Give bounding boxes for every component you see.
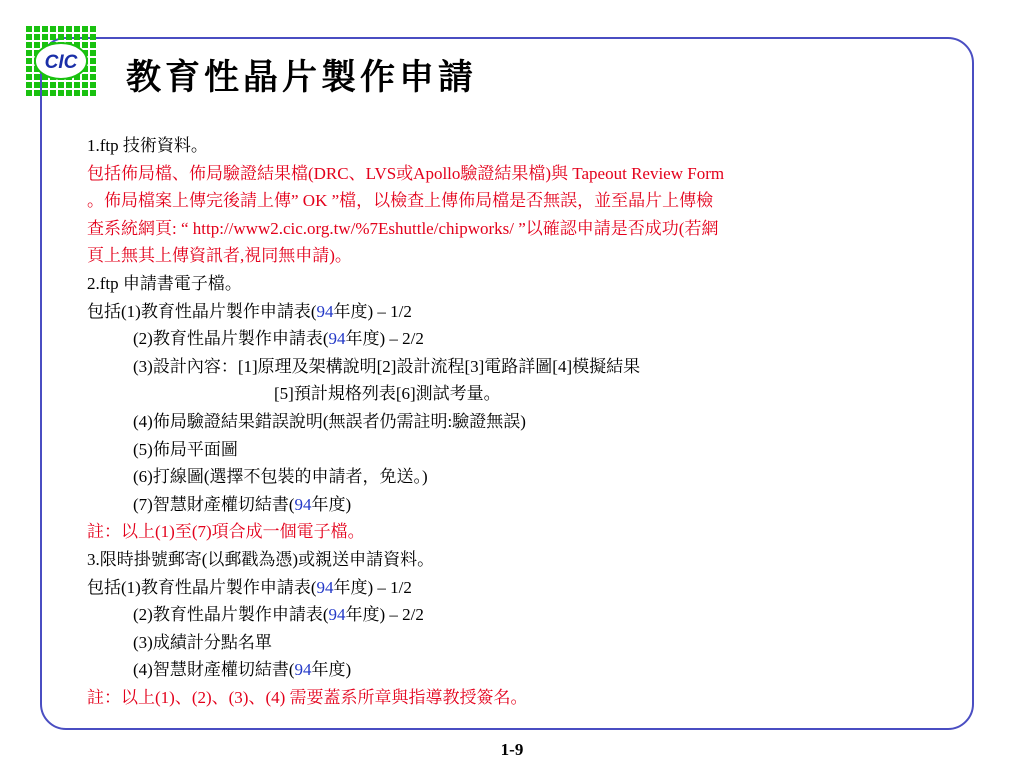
list-item: (5)佈局平面圖 xyxy=(133,439,238,459)
year-value: 94 xyxy=(294,660,312,680)
logo-grid-square xyxy=(58,90,64,96)
year-value: 94 xyxy=(328,605,346,625)
logo-grid-square xyxy=(42,34,48,40)
logo-grid-square xyxy=(90,26,96,32)
document-body xyxy=(87,132,947,711)
logo-grid-square xyxy=(42,26,48,32)
logo-grid-square xyxy=(34,34,40,40)
logo-grid-square xyxy=(90,42,96,48)
logo-grid-square xyxy=(26,26,32,32)
logo-grid-square xyxy=(58,26,64,32)
logo-grid-square xyxy=(26,58,32,64)
logo-grid-square xyxy=(66,82,72,88)
logo-grid-square xyxy=(82,74,88,80)
list-item-continuation: [5]預計規格列表[6]測試考量。 xyxy=(274,384,501,404)
logo-grid-square xyxy=(66,34,72,40)
logo-grid-square xyxy=(26,82,32,88)
list-item: 包括(1)教育性晶片製作申請表(94年度) – 1/2 xyxy=(87,577,412,597)
logo-grid-square xyxy=(82,82,88,88)
logo-grid-square xyxy=(90,34,96,40)
list-item: (6)打線圖(選擇不包裝的申請者，免送。) xyxy=(133,467,428,487)
section-1-detail-line: 。佈局檔案上傳完後請上傳” OK ”檔，以檢查上傳佈局檔是否無誤，並至晶片上傳檢 xyxy=(87,191,714,211)
logo-grid-square xyxy=(34,74,40,80)
list-item: 包括(1)教育性晶片製作申請表(94年度) – 1/2 xyxy=(87,301,412,321)
logo-grid-square xyxy=(42,82,48,88)
logo-grid-square xyxy=(26,50,32,56)
cic-logo xyxy=(26,26,98,98)
logo-grid-square xyxy=(74,82,80,88)
section-3-note: 註：以上(1)、(2)、(3)、(4) 需要蓋系所章與指導教授簽名。 xyxy=(87,687,528,707)
section-3-heading: 3.限時掛號郵寄(以郵戳為憑)或親送申請資料。 xyxy=(87,549,435,569)
logo-grid-square xyxy=(50,26,56,32)
list-item: (4)智慧財產權切結書(94年度) xyxy=(133,660,352,680)
logo-grid-square xyxy=(90,58,96,64)
logo-grid-square xyxy=(26,74,32,80)
logo-grid-square xyxy=(50,90,56,96)
cic-logo-graphic xyxy=(26,26,98,98)
list-item: (4)佈局驗證結果錯誤說明(無誤者仍需註明:驗證無誤) xyxy=(133,411,526,431)
logo-grid-square xyxy=(90,74,96,80)
section-1-detail-line: 包括佈局檔、佈局驗證結果檔(DRC、LVS或Apollo驗證結果檔)與 Tapeout Review Form xyxy=(87,163,725,183)
logo-grid-square xyxy=(34,82,40,88)
page-number: 1-9 xyxy=(500,740,524,759)
logo-grid-square xyxy=(90,90,96,96)
list-item: (3)成績計分點名單 xyxy=(133,632,272,652)
year-value: 94 xyxy=(328,329,346,349)
logo-grid-square xyxy=(90,82,96,88)
list-item: (2)教育性晶片製作申請表(94年度) – 2/2 xyxy=(133,605,424,625)
logo-grid-square xyxy=(90,66,96,72)
logo-grid-square xyxy=(34,42,40,48)
logo-grid-square xyxy=(82,42,88,48)
year-value: 94 xyxy=(316,577,334,597)
year-value: 94 xyxy=(294,494,312,514)
logo-grid-square xyxy=(50,34,56,40)
section-2-note: 註：以上(1)至(7)項合成一個電子檔。 xyxy=(87,522,365,542)
logo-grid-square xyxy=(82,90,88,96)
logo-grid-square xyxy=(74,26,80,32)
logo-grid-square xyxy=(34,90,40,96)
logo-grid-square xyxy=(58,82,64,88)
section-1-detail-line: 頁上無其上傳資訊者,視同無申請)。 xyxy=(87,246,352,266)
section-2-heading: 2.ftp 申請書電子檔。 xyxy=(87,273,242,293)
logo-grid-square xyxy=(58,34,64,40)
logo-grid-square xyxy=(82,26,88,32)
section-1-detail-line: 查系統網頁: “ http://www2.cic.org.tw/%7Eshuttle/chipworks/ ”以確認申請是否成功(若網 xyxy=(87,218,719,238)
logo-grid-square xyxy=(66,90,72,96)
logo-grid-square xyxy=(26,42,32,48)
section-1-heading: 1.ftp 技術資料。 xyxy=(87,136,208,155)
logo-grid-square xyxy=(50,82,56,88)
year-value: 94 xyxy=(316,301,334,321)
logo-grid-square xyxy=(26,66,32,72)
logo-grid-square xyxy=(74,90,80,96)
logo-grid-square xyxy=(42,90,48,96)
logo-grid-square xyxy=(74,34,80,40)
list-item: (3)設計內容：[1]原理及架構說明[2]設計流程[3]電路詳圖[4]模擬結果 xyxy=(133,356,641,376)
logo-text: CIC xyxy=(44,52,78,73)
logo-grid-square xyxy=(90,50,96,56)
logo-grid-square xyxy=(26,34,32,40)
logo-grid-square xyxy=(34,26,40,32)
page-title: 教育性晶片製作申請 xyxy=(126,57,478,98)
list-item: (7)智慧財產權切結書(94年度) xyxy=(133,494,352,514)
logo-grid-square xyxy=(26,90,32,96)
list-item: (2)教育性晶片製作申請表(94年度) – 2/2 xyxy=(133,329,424,349)
logo-grid-square xyxy=(82,34,88,40)
logo-grid-square xyxy=(66,26,72,32)
